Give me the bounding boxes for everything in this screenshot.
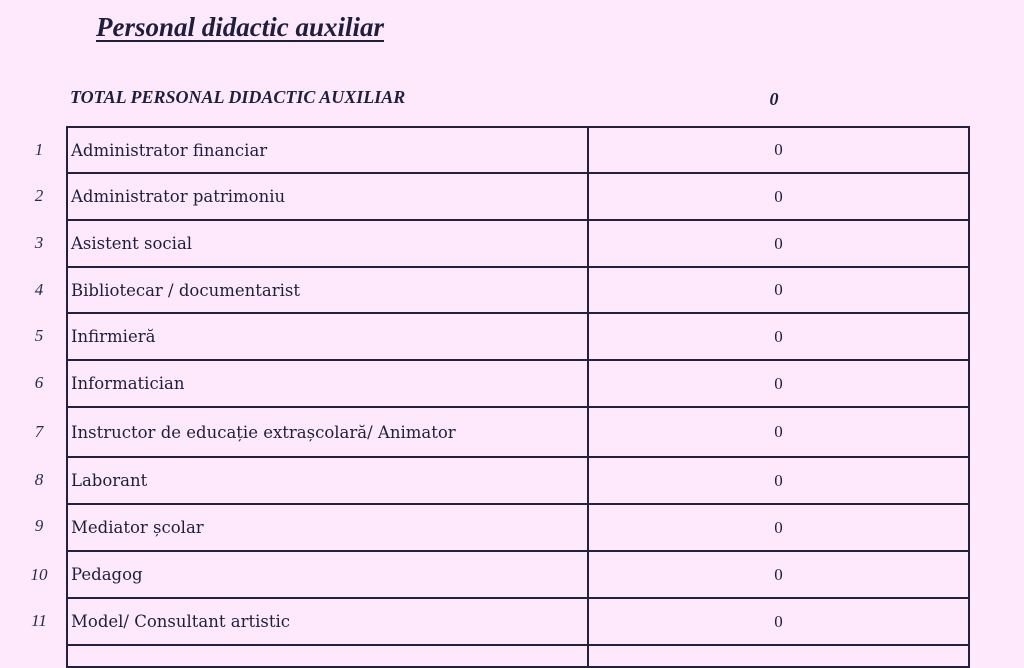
row-value: 0 [588, 457, 969, 504]
table-row [67, 127, 969, 173]
row-number: 9 [34, 516, 44, 535]
table-row [67, 360, 969, 407]
table-row [67, 598, 969, 645]
row-number: 4 [34, 280, 44, 299]
row-number: 11 [31, 611, 47, 630]
row-value: 0 [588, 313, 969, 360]
row-value: 0 [588, 551, 969, 598]
row-value: 0 [588, 598, 969, 645]
total-label: TOTAL PERSONAL DIDACTIC AUXILIAR [70, 87, 406, 107]
row-value: 0 [588, 267, 969, 313]
row-value: 0 [588, 407, 969, 457]
row-value: 0 [588, 173, 969, 220]
row-value: 0 [588, 220, 969, 267]
table-row [67, 457, 969, 504]
row-number: 1 [34, 140, 44, 159]
table-row [67, 267, 969, 313]
table-row [67, 504, 969, 551]
table-row [67, 645, 969, 667]
row-label: Infirmieră [67, 313, 588, 360]
row-number: 5 [34, 326, 44, 345]
row-number: 2 [34, 186, 44, 205]
row-label: Administrator patrimoniu [67, 173, 588, 220]
row-number: 3 [34, 233, 44, 252]
row-label: Bibliotecar / documentarist [67, 267, 588, 313]
row-label: Asistent social [67, 220, 588, 267]
row-label: Laborant [67, 457, 588, 504]
row-label: Informatician [67, 360, 588, 407]
row-value: 0 [588, 360, 969, 407]
table-row [67, 551, 969, 598]
row-value: 0 [588, 127, 969, 173]
row-label: Mediator școlar [67, 504, 588, 551]
row-label: Instructor de educație extrașcolară/ Animator [67, 407, 588, 457]
row-label: Administrator financiar [67, 127, 588, 173]
page-title: Personal didactic auxiliar [96, 12, 385, 42]
row-label: Pedagog [67, 551, 588, 598]
staff-table [66, 126, 970, 668]
row-number: 7 [34, 422, 44, 441]
row-label [67, 645, 588, 667]
row-value [588, 645, 969, 667]
row-label: Model/ Consultant artistic [67, 598, 588, 645]
table-row [67, 313, 969, 360]
row-number: 6 [34, 373, 44, 392]
row-number: 10 [30, 565, 48, 584]
table-row [67, 220, 969, 267]
table-row [67, 173, 969, 220]
table-row [67, 407, 969, 457]
row-number: 8 [34, 470, 44, 489]
row-value: 0 [588, 504, 969, 551]
total-value: 0 [769, 89, 779, 109]
